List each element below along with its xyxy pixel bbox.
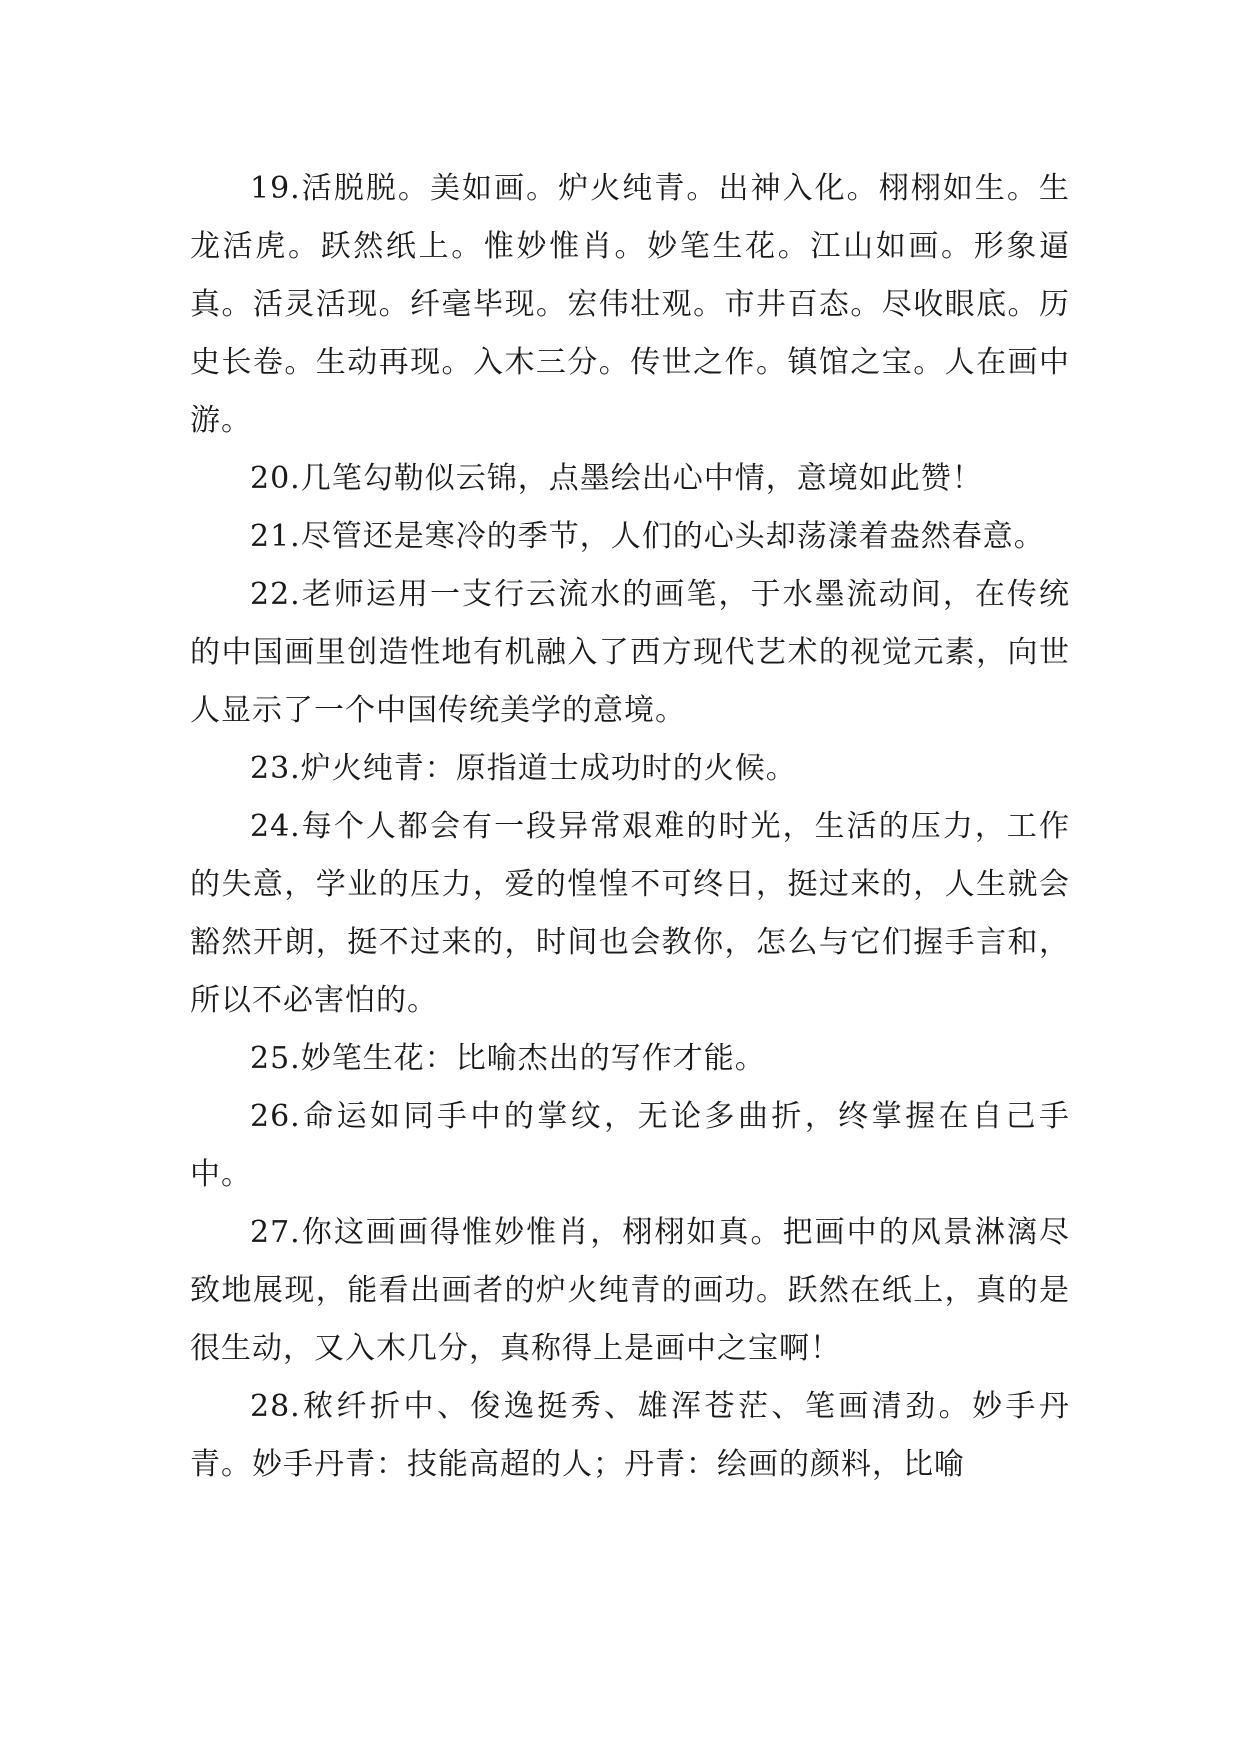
paragraph-27: 27.你这画画得惟妙惟肖，栩栩如真。把画中的风景淋漓尽致地展现，能看出画者的炉火纯青的画功。跃然在纸上，真的是很生动，又入木几分，真称得上是画中之宝啊！ (190, 1215, 1070, 1366)
document-body (190, 160, 1070, 1494)
paragraph-22: 22.老师运用一支行云流水的画笔，于水墨流动间，在传统的中国画里创造性地有机融入了西方现代艺术的视觉元素，向世人显示了一个中国传统美学的意境。 (190, 577, 1070, 728)
paragraph-19: 19.活脱脱。美如画。炉火纯青。出神入化。栩栩如生。生龙活虎。跃然纸上。惟妙惟肖。妙笔生花。江山如画。形象逼真。活灵活现。纤毫毕现。宏伟壮观。市井百态。尽收眼底。历史长卷。生动再现。入木三分。传世之作。镇馆之宝。人在画中游。 (190, 171, 1070, 438)
paragraph-20: 20.几笔勾勒似云锦，点墨绘出心中情，意境如此赞！ (250, 461, 983, 496)
paragraph-21: 21.尽管还是寒冷的季节，人们的心头却荡漾着盎然春意。 (250, 519, 1045, 554)
paragraph-26: 26.命运如同手中的掌纹，无论多曲折，终掌握在自己手中。 (190, 1099, 1070, 1192)
paragraph-28: 28.秾纤折中、俊逸挺秀、雄浑苍茫、笔画清劲。妙手丹青。妙手丹青：技能高超的人；丹青：绘画的颜料，比喻 (190, 1389, 1070, 1482)
paragraph-25: 25.妙笔生花：比喻杰出的写作才能。 (250, 1041, 766, 1076)
paragraph-24: 24.每个人都会有一段异常艰难的时光，生活的压力，工作的失意，学业的压力，爱的惶惶不可终日，挺过来的，人生就会豁然开朗，挺不过来的，时间也会教你，怎么与它们握手言和，所以不必害怕的。 (190, 809, 1070, 1018)
paragraph-23: 23.炉火纯青：原指道士成功时的火候。 (250, 751, 797, 786)
